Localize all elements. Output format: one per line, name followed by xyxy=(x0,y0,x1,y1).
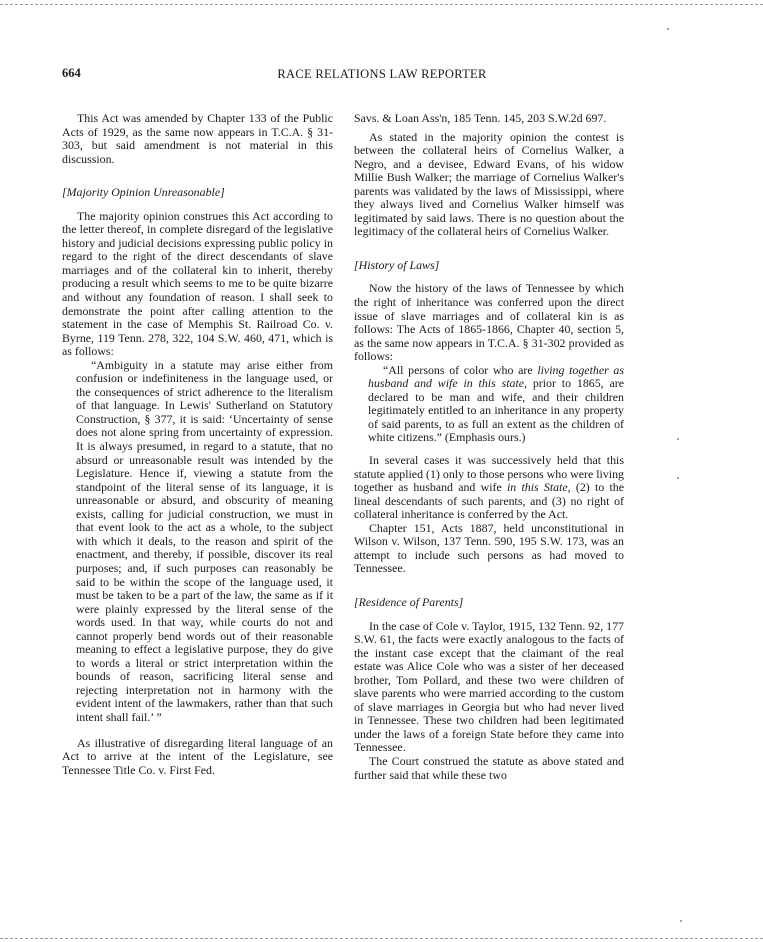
paragraph: Now the history of the laws of Tennessee by which the right of inheritance was conferred upon the direct issue of slave marriages and of collateral kin is as follows: The Acts of 1865-1866, Chapter 40, section 5, as the same now appears in T.C.A. § 31-302 provided as follows: xyxy=(354,281,624,364)
block-quote: “Ambiguity in a statute may arise either from confusion or indefiniteness in the language used, or the consequences of strict adherence to the literalism of that language. In Lewis' Sutherland on Statutory Construction, § 377, it is said: ‘Uncertainty of sense does not alone spring from uncertainty of expression. It is always presumed, in regard to a statute, that no absurd or unreasonable result was intended by the Legislature. Hence if, viewing a statute from the standpoint of the literal sense of its language, it is unreasonable or absurd, and obscurity of meaning exists, calling for judicial construction, we must in that event look to the act as a whole, to the subject with which it deals, to the reason and spirit of the enactment, and thereby, if possible, discover its real purposes; and, if such purposes can reasonably be said to be within the scope of the language used, it must be taken to be a part of the law, the same as if it were plainly expressed by the literal sense of the words used. In that way, while courts do not and cannot properly bend words out of their reasonable meaning to effect a legislative purpose, they do give to words a literal or strict interpretation within the bounds of reason, sacrificing literal sense and rejecting interpretation not in harmony with the evident intent of the lawmakers, rather than that such intent shall fail.’ ” xyxy=(76,357,333,724)
running-head: RACE RELATIONS LAW REPORTER xyxy=(277,67,487,81)
quote-text: prior to 1865, are declared to be man and wife, and their children legitimately entitled to an inheritance in any property of said parents, to as full an extent as the children of white citizens.” (Emphasis ours.) xyxy=(368,376,624,445)
scan-speck xyxy=(680,920,682,922)
scan-speck xyxy=(667,28,669,30)
paragraph: As stated in the majority opinion the contest is between the collateral heirs of Cornelius Walker, a Negro, and a devisee, Edward Evans, of his widow Millie Bush Walker; the marriage of Cornelius Walker's parents was validated by the laws of Mississippi, where they always lived and Cornelius Walker himself was legitimated by said laws. There is no question about the legitimacy of the collateral heirs of Cornelius Walker. xyxy=(354,129,624,239)
scan-speck xyxy=(677,438,679,440)
section-heading: [Residence of Parents] xyxy=(354,594,464,609)
paragraph-text: (2) to the lineal descendants of such parents, and (3) no right of collateral inheritance is conferred by the Act. xyxy=(354,480,624,522)
paragraph xyxy=(354,454,624,522)
paragraph: In the case of Cole v. Taylor, 1915, 132 Tenn. 92, 177 S.W. 61, the facts were exactly analogous to the facts of the instant case except that the claimant of the real estate was Alice Cole who was a sister of her deceased brother, Tom Pollard, and these two were children of slave parents who were married according to the custom of slave marriages in Georgia but who had never lived in Tennessee. These two children had been legitimated under the laws of a foreign State before they came into Tennessee. xyxy=(354,618,624,755)
right-column xyxy=(354,112,624,782)
page-header xyxy=(62,66,702,86)
section-heading: [History of Laws] xyxy=(354,257,440,272)
paragraph: Chapter 151, Acts 1887, held unconstitutional in Wilson v. Wilson, 137 Tenn. 590, 195 S.W. 173, was an attempt to include such persons as had moved to Tennessee. xyxy=(354,520,624,576)
left-column xyxy=(62,112,333,777)
page-number: 664 xyxy=(62,66,81,80)
block-quote xyxy=(368,364,624,445)
bottom-edge-rule xyxy=(0,938,763,939)
paragraph: Savs. & Loan Ass'n, 185 Tenn. 145, 203 S.W.2d 697. xyxy=(354,111,607,125)
paragraph-emphasis: in this State, xyxy=(506,480,571,495)
quote-emphasis: living together as husband and wife in this state, xyxy=(368,362,625,391)
paragraph: The Court construed the statute as above stated and further said that while these two xyxy=(354,753,624,782)
top-edge-rule xyxy=(0,4,763,5)
scan-speck xyxy=(677,477,679,479)
paragraph: The majority opinion construes this Act according to the letter thereof, in complete disregard of the legislative history and judicial decisions expressing public policy in regard to the right of the direct descendants of slave marriages and of the collateral kin to inherit, thereby producing a result which seems to me to be quite bizarre and without any foundation of reason. I shall seek to demonstrate the point after calling attention to the statement in the case of Memphis St. Railroad Co. v. Byrne, 119 Tenn. 278, 322, 104 S.W. 460, 471, which is as follows: xyxy=(62,208,333,359)
paragraph: As illustrative of disregarding literal language of an Act to arrive at the intent of the Legislature, see Tennessee Title Co. v. First Fed. xyxy=(62,735,333,777)
quote-text: “All persons of color who are xyxy=(383,362,538,377)
paragraph: This Act was amended by Chapter 133 of the Public Acts of 1929, as the same now appears in T.C.A. § 31-303, but said amendment is not material in this discussion. xyxy=(62,111,333,166)
paragraph-text: In several cases it was successively held that this statute applied (1) only to those persons who were living together as husband and wife xyxy=(354,453,624,495)
section-heading: [Majority Opinion Unreasonable] xyxy=(62,185,225,200)
